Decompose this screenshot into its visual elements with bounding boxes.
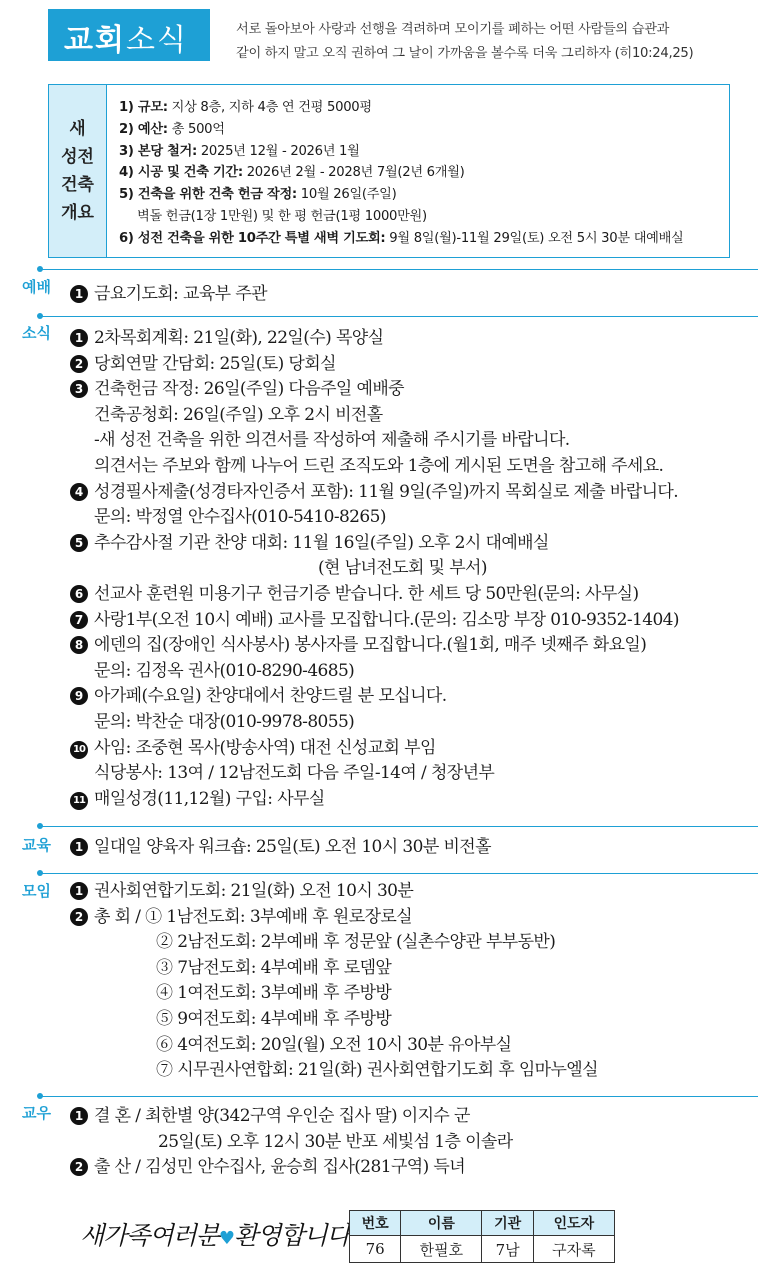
overview-value: 10월 26일(주일) xyxy=(296,187,397,203)
list-item xyxy=(70,633,679,659)
list-item xyxy=(70,282,267,308)
item-text: 선교사 훈련원 미용기구 헌금기증 받습니다. 한 세트 당 50만원(문의: 사무실) xyxy=(94,583,639,604)
item-text: 일대일 양육자 워크숍: 25일(토) 오전 10시 30분 비전홀 xyxy=(94,837,491,857)
list-item xyxy=(70,480,679,506)
number-badge: 2 xyxy=(70,355,88,373)
table-cell: 7남 xyxy=(482,1236,533,1263)
divider-dot xyxy=(37,823,43,829)
list-item xyxy=(70,1155,513,1181)
list-item xyxy=(70,352,679,378)
list-item xyxy=(70,835,491,861)
overview-value: 2025년 12월 - 2026년 1월 xyxy=(196,143,360,159)
divider-dot xyxy=(37,870,43,876)
item-text: 2차목회계획: 21일(화), 22일(수) 목양실 xyxy=(94,328,384,348)
item-text: 문의: 박찬순 대장(010-9978-8055) xyxy=(94,711,355,732)
overview-value: 총 500억 xyxy=(167,121,225,137)
list-item xyxy=(70,531,679,557)
overview-value: 벽돌 헌금(1장 1만원) 및 한 평 헌금(1평 1000만원) xyxy=(137,208,427,224)
overview-key: 1) 규모: xyxy=(119,100,168,115)
newcomer-table xyxy=(349,1210,615,1263)
list-item xyxy=(70,905,598,931)
number-badge: 2 xyxy=(70,1158,88,1176)
overview-row xyxy=(119,119,683,141)
number-badge: 1 xyxy=(70,285,88,303)
item-text: 문의: 박정열 안수집사(010-5410-8265) xyxy=(94,507,386,528)
list-item xyxy=(70,608,679,634)
overview-label-line: 성전 xyxy=(61,147,94,167)
column-header: 번호 xyxy=(350,1211,401,1236)
table-cell: 구자록 xyxy=(533,1236,614,1263)
number-badge: 1 xyxy=(70,329,88,347)
section-label-news: 소식 xyxy=(22,324,51,342)
item-text: 매일성경(11,12월) 구입: 사무실 xyxy=(94,788,325,809)
item-text: 문의: 김정옥 권사(010-8290-4685) xyxy=(94,660,355,681)
number-badge: 10 xyxy=(70,741,88,759)
item-text: 금요기도회: 교육부 주관 xyxy=(94,284,267,304)
overview-value: 9월 8일(월)-11월 29일(토) 오전 5시 30분 대예배실 xyxy=(385,230,684,246)
divider-dot xyxy=(37,1093,43,1099)
item-text: 25일(토) 오후 12시 30분 반포 세빛섬 1층 이솔라 xyxy=(158,1131,513,1152)
section-divider xyxy=(42,316,758,317)
item-text: ③ 7남전도회: 4부예배 후 로뎀앞 xyxy=(156,957,392,978)
item-text: 추수감사절 기관 찬양 대회: 11월 16일(주일) 오후 2시 대예배실 xyxy=(94,532,549,553)
column-header: 인도자 xyxy=(533,1211,614,1236)
number-badge: 1 xyxy=(70,882,88,900)
number-badge: 8 xyxy=(70,636,88,654)
worship-list xyxy=(70,282,267,308)
list-item-continuation xyxy=(70,505,679,531)
number-badge: 3 xyxy=(70,380,88,398)
item-text: 출 산 / 김성민 안수집사, 윤승희 집사(281구역) 득녀 xyxy=(94,1157,466,1178)
divider-dot xyxy=(37,313,43,319)
item-text: ⑥ 4여전도회: 20일(월) 오전 10시 30분 유아부실 xyxy=(156,1034,512,1055)
overview-key: 2) 예산: xyxy=(119,121,168,137)
list-item-continuation xyxy=(70,956,598,982)
section-divider xyxy=(42,269,758,270)
overview-key: 6) 성전 건축을 위한 10주간 특별 새벽 기도회: xyxy=(119,230,386,246)
list-item-continuation xyxy=(70,710,679,736)
number-badge: 1 xyxy=(70,1107,88,1125)
item-text: 결 혼 / 최한별 양(342구역 우인순 집사 딸) 이지수 군 xyxy=(94,1106,470,1126)
number-badge: 1 xyxy=(70,838,88,856)
divider-dot xyxy=(37,266,43,272)
number-badge: 6 xyxy=(70,585,88,603)
item-text: 아가페(수요일) 찬양대에서 찬양드릴 분 모십니다. xyxy=(94,686,447,707)
section-divider xyxy=(42,826,758,827)
verse-line: 서로 돌아보아 사랑과 선행을 격려하며 모이기를 폐하는 어떤 사람들의 습관과 xyxy=(236,22,670,37)
section-label-fellowship: 교우 xyxy=(22,1104,51,1122)
heart-icon: ♥ xyxy=(218,1228,235,1249)
item-text: 에덴의 집(장애인 식사봉사) 봉사자를 모집합니다.(월1회, 매주 넷째주 화요일) xyxy=(94,635,647,656)
table-header-row xyxy=(350,1211,615,1236)
item-text: -새 성전 건축을 위한 의견서를 작성하여 제출해 주시기를 바랍니다. xyxy=(94,430,570,451)
list-item-continuation xyxy=(70,981,598,1007)
list-item-continuation xyxy=(70,1130,513,1156)
overview-label-line: 건축 xyxy=(61,175,94,195)
education-list xyxy=(70,835,491,861)
item-text: ④ 1여전도회: 3부예배 후 주방방 xyxy=(156,983,392,1004)
item-text: 사랑1부(오전 10시 예배) 교사를 모집합니다.(문의: 김소망 부장 010-9352-1404) xyxy=(94,609,679,630)
list-item xyxy=(70,684,679,710)
section-label-meeting: 모임 xyxy=(22,882,51,900)
overview-row xyxy=(119,228,683,250)
overview-value: 2026년 2월 - 2028년 7월(2년 6개월) xyxy=(242,165,465,181)
section-label-education: 교육 xyxy=(22,836,51,854)
list-item xyxy=(70,326,679,352)
overview-label-line: 개요 xyxy=(61,203,94,223)
meeting-list xyxy=(70,879,598,1084)
list-item xyxy=(70,582,679,608)
verse-line: 같이 하지 말고 오직 권하여 그 날이 가까움을 볼수록 더욱 그리하자 (히10:24,25) xyxy=(236,46,694,61)
number-badge: 5 xyxy=(70,534,88,552)
list-item-continuation xyxy=(70,556,679,582)
column-header: 기관 xyxy=(482,1211,533,1236)
item-text: 건축공청회: 26일(주일) 오후 2시 비전홀 xyxy=(94,404,383,425)
list-item-continuation xyxy=(70,428,679,454)
list-item-continuation xyxy=(70,1033,598,1059)
table-row xyxy=(350,1236,615,1263)
item-text: 의견서는 주보와 함께 나누어 드린 조직도와 1층에 게시된 도면을 참고해 주세요. xyxy=(94,455,664,476)
list-item-continuation xyxy=(70,930,598,956)
item-text: (현 남녀전도회 및 부서) xyxy=(318,558,487,579)
column-header: 이름 xyxy=(401,1211,482,1236)
item-text: 총 회 / ① 1남전도회: 3부예배 후 원로장로실 xyxy=(94,906,413,927)
list-item xyxy=(70,377,679,403)
overview-key: 5) 건축을 위한 건축 헌금 작정: xyxy=(119,187,297,203)
item-text: 권사회연합기도회: 21일(화) 오전 10시 30분 xyxy=(94,881,414,901)
number-badge: 7 xyxy=(70,611,88,629)
overview-label-line: 새 xyxy=(69,119,86,139)
overview-row xyxy=(119,141,683,163)
list-item-continuation xyxy=(70,403,679,429)
list-item-continuation xyxy=(70,1007,598,1033)
item-text: 사임: 조중현 목사(방송사역) 대전 신성교회 부임 xyxy=(94,737,436,758)
item-text: ② 2남전도회: 2부예배 후 정문앞 (실촌수양관 부부동반) xyxy=(156,932,556,953)
list-item-continuation xyxy=(70,1058,598,1084)
overview-row xyxy=(119,206,683,228)
section-label-worship: 예배 xyxy=(22,278,51,296)
section-divider xyxy=(42,873,758,874)
table-cell: 76 xyxy=(350,1236,401,1263)
news-list xyxy=(70,326,679,812)
overview-row xyxy=(119,162,683,184)
list-item-continuation xyxy=(70,761,679,787)
overview-value: 지상 8층, 지하 4층 연 건평 5000평 xyxy=(167,100,372,115)
number-badge: 9 xyxy=(70,687,88,705)
construction-overview-box xyxy=(48,84,730,258)
welcome-text: 새가족여러분 xyxy=(80,1221,219,1250)
section-title-bold: 교회 xyxy=(64,23,126,58)
overview-label xyxy=(49,85,107,257)
item-text: 당회연말 간담회: 25일(토) 당회실 xyxy=(94,353,336,374)
list-item-continuation xyxy=(70,454,679,480)
number-badge: 4 xyxy=(70,483,88,501)
number-badge: 11 xyxy=(70,792,88,810)
list-item xyxy=(70,879,598,905)
overview-key: 4) 시공 및 건축 기간: xyxy=(119,165,243,181)
overview-key: 3) 본당 철거: xyxy=(119,143,197,159)
item-text: ⑦ 시무권사연합회: 21일(화) 권사회연합기도회 후 임마누엘실 xyxy=(156,1060,598,1081)
item-text: 식당봉사: 13여 / 12남전도회 다음 주일-14여 / 청장년부 xyxy=(94,763,495,784)
section-title-tag xyxy=(48,9,210,61)
welcome-new-family-banner xyxy=(80,1216,350,1252)
list-item-continuation xyxy=(70,659,679,685)
list-item xyxy=(70,787,679,813)
overview-list xyxy=(107,85,683,257)
bible-verse xyxy=(236,18,756,66)
overview-row xyxy=(119,184,683,206)
item-text: 성경필사제출(성경타자인증서 포함): 11월 9일(주일)까지 목회실로 제출 바랍니다. xyxy=(94,481,679,502)
fellowship-list xyxy=(70,1104,513,1181)
list-item xyxy=(70,736,679,762)
welcome-text: 환영합니다 xyxy=(234,1221,350,1250)
section-title-light: 소식 xyxy=(125,23,188,58)
number-badge: 2 xyxy=(70,908,88,926)
table-cell: 한필호 xyxy=(401,1236,482,1263)
overview-row xyxy=(119,97,683,119)
list-item xyxy=(70,1104,513,1130)
item-text: ⑤ 9여전도회: 4부예배 후 주방방 xyxy=(156,1008,392,1029)
section-divider xyxy=(42,1096,758,1097)
item-text: 건축헌금 작정: 26일(주일) 다음주일 예배중 xyxy=(94,379,404,400)
